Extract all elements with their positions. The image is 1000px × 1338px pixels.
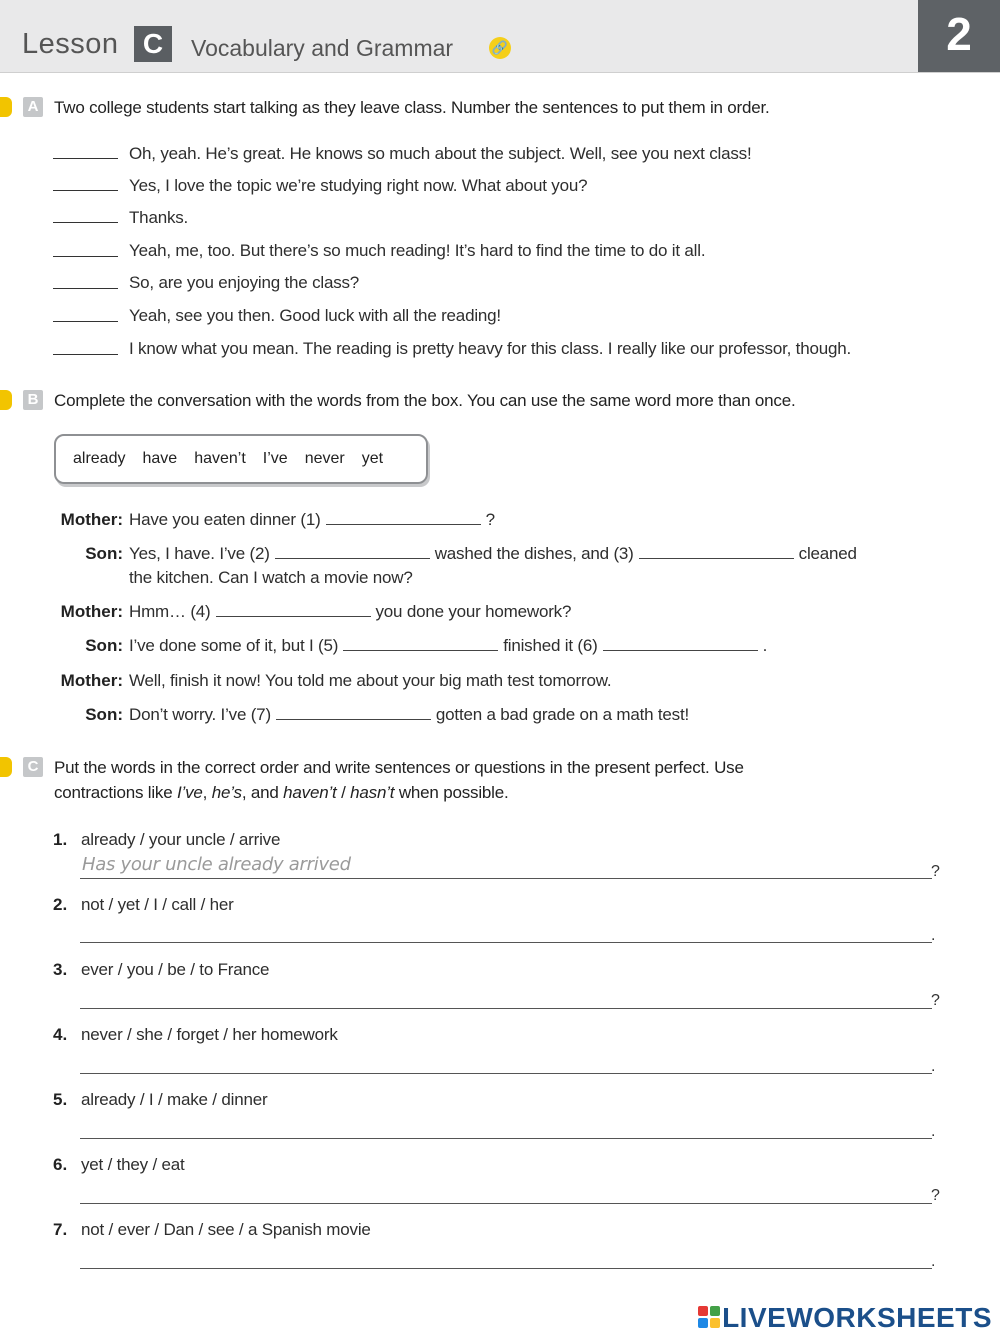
section-c-letter: C <box>23 757 43 777</box>
item-number: 4. <box>53 1025 68 1044</box>
item-prompt: not / ever / Dan / see / a Spanish movie <box>81 1220 371 1239</box>
sentence-3: Thanks. <box>129 208 189 227</box>
speaker-label: Son: <box>85 636 123 655</box>
conversation-text: . <box>762 636 768 655</box>
word-box-item: haven’t <box>194 450 246 467</box>
speaker-label: Mother: <box>60 510 123 529</box>
item-number: 3. <box>53 960 68 979</box>
conversation-text: gotten a bad grade on a math test! <box>435 705 690 724</box>
answer-blank-3[interactable] <box>639 557 794 559</box>
conversation-text: Don’t worry. I’ve (7) <box>129 705 271 724</box>
conversation-line-3 <box>129 602 571 622</box>
answer-blank-4[interactable] <box>216 615 371 617</box>
word-box-item: already <box>73 450 126 467</box>
liveworksheets-logo-icon <box>698 1306 720 1328</box>
speaker-label: Mother: <box>60 671 123 690</box>
section-b-letter: B <box>23 390 43 410</box>
conversation-text: finished it (6) <box>503 636 598 655</box>
order-input-7[interactable] <box>53 354 118 355</box>
sentence-2: Yes, I love the topic we’re studying right now. What about you? <box>129 176 588 195</box>
item-number: 7. <box>53 1220 68 1239</box>
item-prompt: not / yet / I / call / her <box>81 895 234 914</box>
conversation-line-4 <box>129 636 767 656</box>
item-end-mark: . <box>931 1253 936 1270</box>
pencil-icon <box>0 390 12 410</box>
section-c-instruction-line1: Put the words in the correct order and write sentences or questions in the present perfect. Use <box>54 758 744 777</box>
word-box-item: yet <box>361 450 384 467</box>
word-box-item: I’ve <box>262 450 288 467</box>
item-end-mark: ? <box>931 1187 940 1204</box>
unit-number: 2 <box>918 0 1000 72</box>
conversation-line-1 <box>129 510 495 530</box>
item-end-mark: ? <box>931 863 940 880</box>
answer-line-2[interactable] <box>80 942 932 943</box>
section-a-letter: A <box>23 97 43 117</box>
word-box-item: have <box>142 450 178 467</box>
order-input-4[interactable] <box>53 256 118 257</box>
answer-blank-2[interactable] <box>275 557 430 559</box>
item-prompt: already / your uncle / arrive <box>81 830 281 849</box>
conversation-text: Have you eaten dinner (1) <box>129 510 321 529</box>
order-input-3[interactable] <box>53 222 118 223</box>
pencil-icon <box>0 97 12 117</box>
answer-line-4[interactable] <box>80 1073 932 1074</box>
item-number: 1. <box>53 830 68 849</box>
conversation-text: cleaned <box>798 544 857 563</box>
answer-blank-6[interactable] <box>603 649 758 651</box>
section-a-instruction: Two college students start talking as they leave class. Number the sentences to put them in order. <box>54 98 770 117</box>
section-c-instruction-line2: contractions like I’ve, he’s, and haven’t / hasn’t when possible. <box>54 783 509 802</box>
item-prompt: never / she / forget / her homework <box>81 1025 338 1044</box>
sentence-1: Oh, yeah. He’s great. He knows so much about the subject. Well, see you next class! <box>129 144 752 163</box>
answer-blank-7[interactable] <box>276 718 431 720</box>
speaker-label: Son: <box>85 705 123 724</box>
speaker-label: Mother: <box>60 602 123 621</box>
answer-line-6[interactable] <box>80 1203 932 1204</box>
item-answer-1[interactable]: Has your uncle already arrived <box>82 854 351 875</box>
answer-line-7[interactable] <box>80 1268 932 1269</box>
conversation-line-6 <box>129 705 689 725</box>
item-end-mark: . <box>931 1123 936 1140</box>
sentence-7: I know what you mean. The reading is pretty heavy for this class. I really like our professor, though. <box>129 339 851 358</box>
order-input-6[interactable] <box>53 321 118 322</box>
conversation-text: Hmm… (4) <box>129 602 211 621</box>
section-b-instruction: Complete the conversation with the words from the box. You can use the same word more than once. <box>54 391 796 410</box>
answer-line-1[interactable] <box>80 878 932 879</box>
sentence-6: Yeah, see you then. Good luck with all the reading! <box>129 306 501 325</box>
lesson-title: Vocabulary and Grammar <box>191 35 454 61</box>
lesson-label: Lesson <box>22 28 119 60</box>
liveworksheets-logo[interactable]: LIVEWORKSHEETS <box>722 1302 992 1333</box>
item-number: 5. <box>53 1090 68 1109</box>
item-prompt: ever / you / be / to France <box>81 960 270 979</box>
lesson-header <box>0 0 1000 73</box>
answer-blank-5[interactable] <box>343 649 498 651</box>
word-box-item: never <box>304 450 345 467</box>
item-number: 6. <box>53 1155 68 1174</box>
item-end-mark: ? <box>931 992 940 1009</box>
conversation-text: Yes, I have. I’ve (2) <box>129 544 270 563</box>
word-box <box>54 434 428 484</box>
order-input-5[interactable] <box>53 288 118 289</box>
conversation-text: I’ve done some of it, but I (5) <box>129 636 339 655</box>
item-prompt: yet / they / eat <box>81 1155 185 1174</box>
conversation-text: washed the dishes, and (3) <box>434 544 634 563</box>
answer-line-5[interactable] <box>80 1138 932 1139</box>
order-input-2[interactable] <box>53 190 118 191</box>
pencil-icon <box>0 757 12 777</box>
sentence-5: So, are you enjoying the class? <box>129 273 360 292</box>
lesson-letter-badge: C <box>134 26 172 62</box>
sentence-4: Yeah, me, too. But there’s so much reading! It’s hard to find the time to do it all. <box>129 241 706 260</box>
conversation-line-2 <box>129 544 857 564</box>
item-end-mark: . <box>931 927 936 944</box>
item-end-mark: . <box>931 1058 936 1075</box>
order-input-1[interactable] <box>53 158 118 159</box>
conversation-text: Well, finish it now! You told me about your big math test tomorrow. <box>129 671 612 690</box>
speaker-label: Son: <box>85 544 123 563</box>
conversation-text: the kitchen. Can I watch a movie now? <box>129 568 413 587</box>
item-prompt: already / I / make / dinner <box>81 1090 268 1109</box>
answer-line-3[interactable] <box>80 1008 932 1009</box>
conversation-text: you done your homework? <box>375 602 572 621</box>
item-number: 2. <box>53 895 68 914</box>
answer-blank-1[interactable] <box>326 523 481 525</box>
conversation-text: ? <box>485 510 495 529</box>
link-icon[interactable]: 🔗 <box>489 37 511 59</box>
